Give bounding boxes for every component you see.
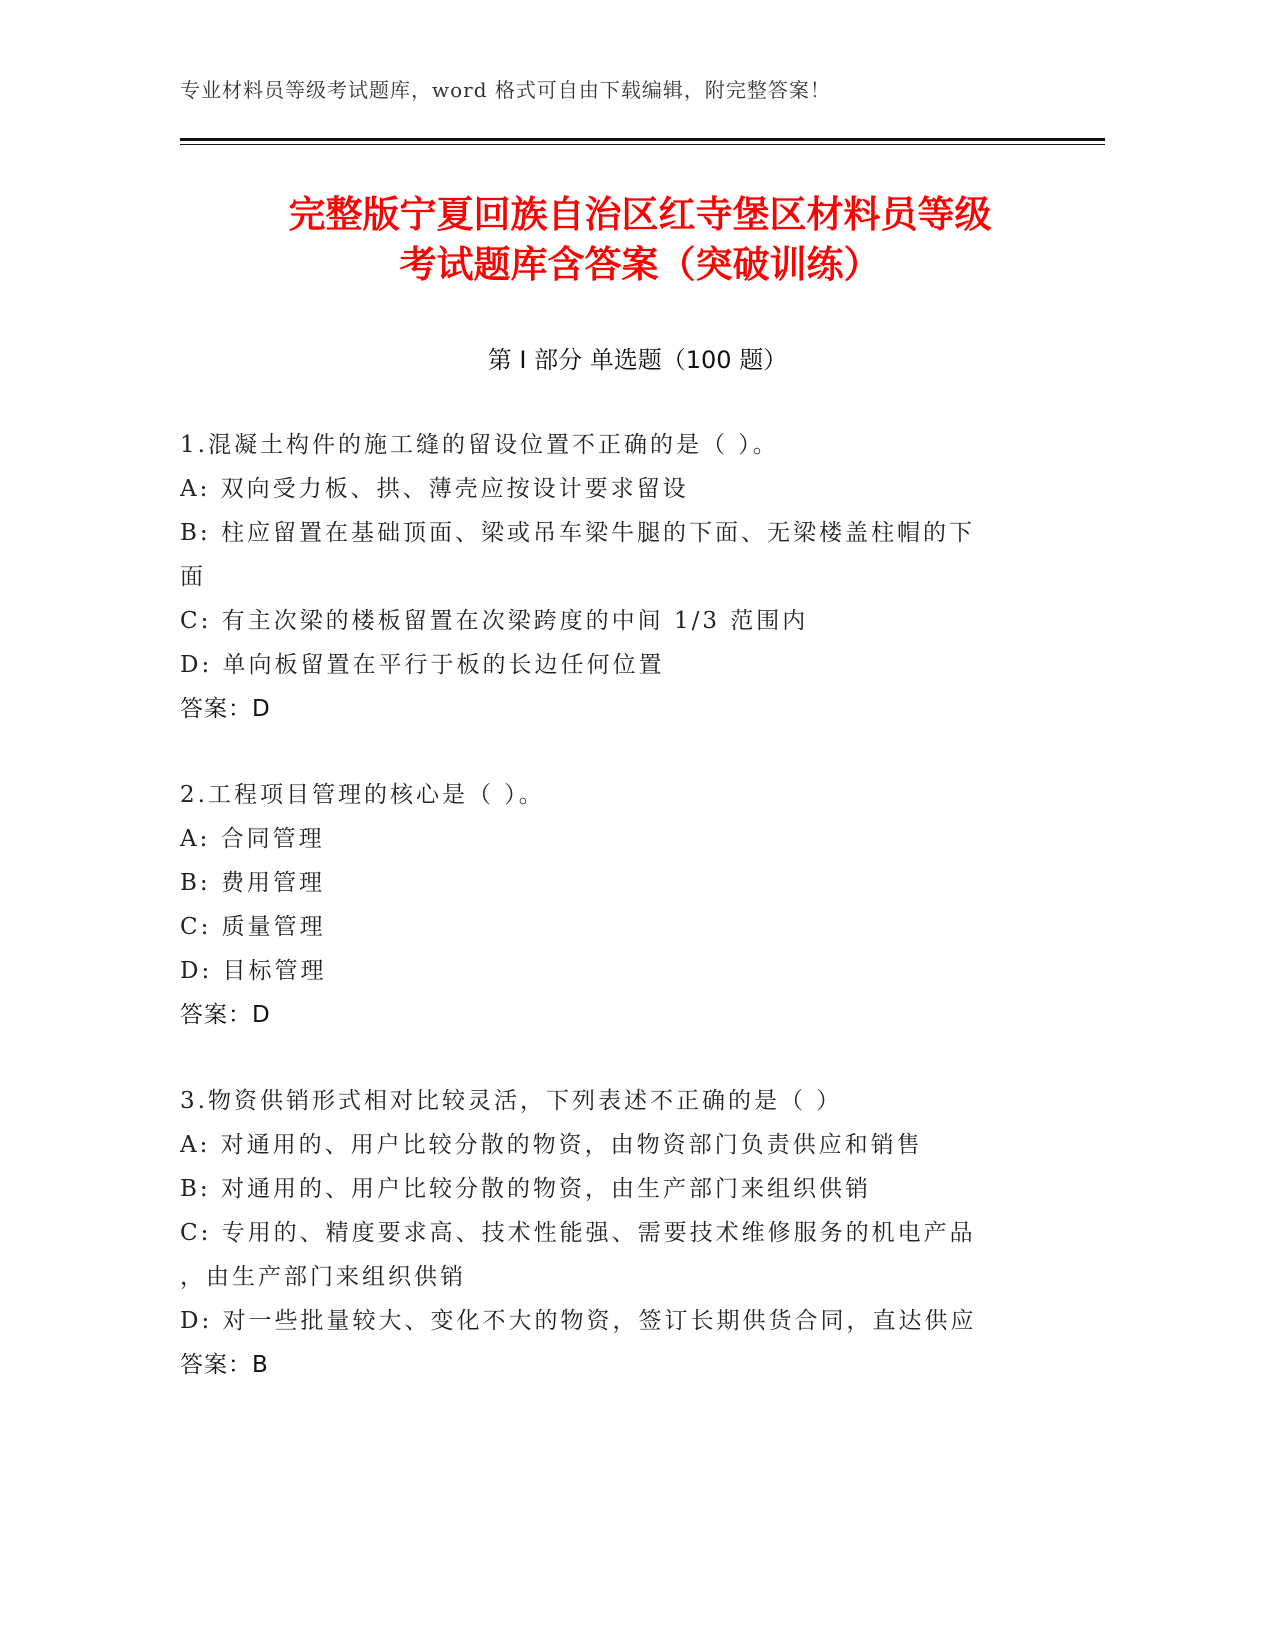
question-answer: 答案：D bbox=[180, 1002, 271, 1028]
section-heading: 第 I 部分 单选题（100 题） bbox=[487, 346, 788, 374]
question-option: B: 柱应留置在基础顶面、梁或吊车梁牛腿的下面、无梁楼盖柱帽的下 bbox=[180, 520, 975, 546]
question-option: D: 单向板留置在平行于板的长边任何位置 bbox=[180, 652, 665, 678]
header-divider-thick bbox=[180, 138, 1105, 141]
question-option: C: 有主次梁的楼板留置在次梁跨度的中间 1/3 范围内 bbox=[180, 608, 809, 634]
question-list bbox=[180, 423, 1080, 1429]
header-note: 专业材料员等级考试题库，word 格式可自由下载编辑，附完整答案！ bbox=[180, 78, 831, 102]
question-option: C: 专用的、精度要求高、技术性能强、需要技术维修服务的机电产品 bbox=[180, 1220, 976, 1246]
question-option: D: 目标管理 bbox=[180, 958, 327, 984]
question-stem: 3.物资供销形式相对比较灵活，下列表述不正确的是（ ） bbox=[180, 1088, 843, 1114]
question-answer: 答案：B bbox=[180, 1352, 269, 1378]
question-3 bbox=[180, 1079, 1080, 1387]
question-answer: 答案：D bbox=[180, 696, 271, 722]
question-stem: 2.工程项目管理的核心是（ ）。 bbox=[180, 782, 545, 808]
question-option: B: 费用管理 bbox=[180, 870, 325, 896]
document-title-line-1: 完整版宁夏回族自治区红寺堡区材料员等级 bbox=[288, 193, 992, 236]
question-stem: 1.混凝土构件的施工缝的留设位置不正确的是（ ）。 bbox=[180, 432, 779, 458]
question-1 bbox=[180, 423, 1080, 731]
question-2 bbox=[180, 773, 1080, 1037]
question-option: A: 双向受力板、拱、薄壳应按设计要求留设 bbox=[180, 476, 689, 502]
question-option-continuation: ，由生产部门来组织供销 bbox=[180, 1264, 466, 1290]
question-option: B: 对通用的、用户比较分散的物资，由生产部门来组织供销 bbox=[180, 1176, 871, 1202]
question-option-continuation: 面 bbox=[180, 564, 206, 590]
question-option: A: 对通用的、用户比较分散的物资，由物资部门负责供应和销售 bbox=[180, 1132, 923, 1158]
header-divider-thin bbox=[180, 144, 1105, 145]
question-option: A: 合同管理 bbox=[180, 826, 325, 852]
question-option: D: 对一些批量较大、变化不大的物资，签订长期供货合同，直达供应 bbox=[180, 1308, 977, 1334]
document-title bbox=[180, 190, 1100, 290]
document-title-line-2: 考试题库含答案（突破训练） bbox=[399, 243, 881, 286]
question-option: C: 质量管理 bbox=[180, 914, 326, 940]
